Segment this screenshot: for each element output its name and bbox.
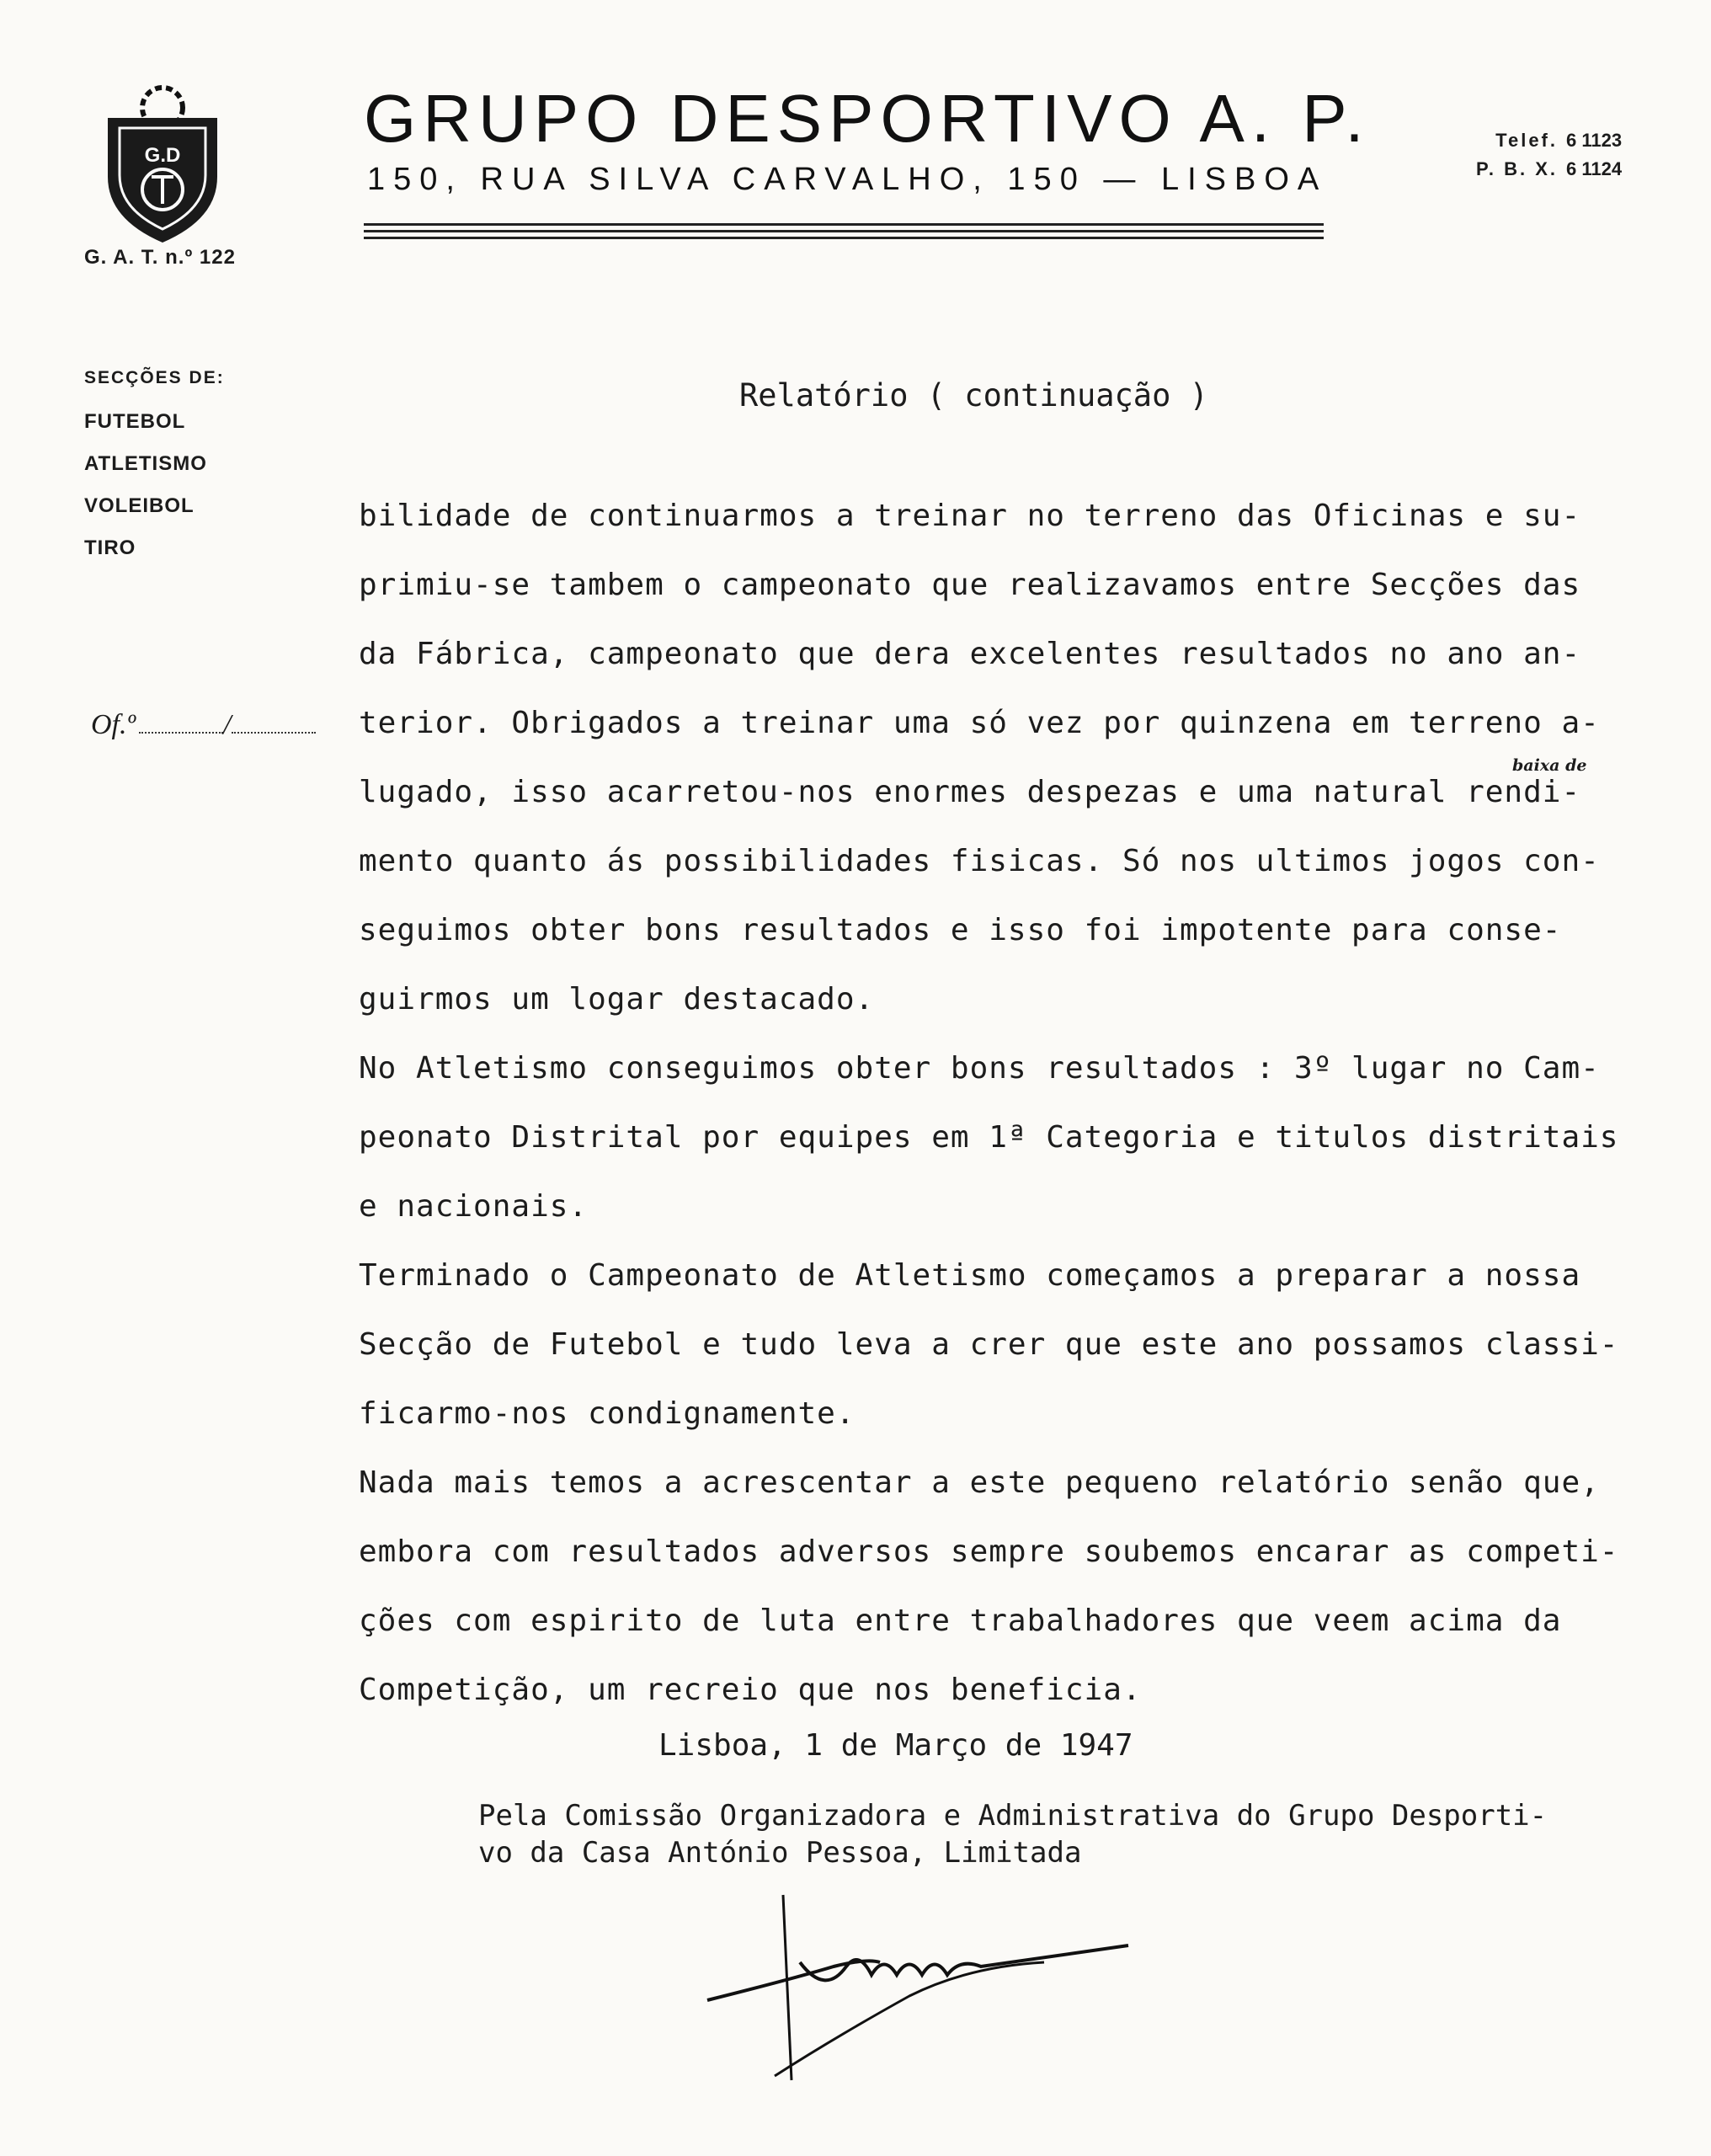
- body-line: guirmos um logar destacado.: [359, 982, 875, 1017]
- body-line: seguimos obter bons resultados e isso foi impotente para conse-: [359, 913, 1562, 947]
- body-line: peonato Distrital por equipes em 1ª Categoria e titulos distritais: [359, 1120, 1619, 1155]
- section-item: FUTEBOL: [84, 410, 186, 433]
- office-reference: [91, 709, 316, 741]
- sections-list: [84, 368, 225, 579]
- telephone-block: [1448, 126, 1622, 184]
- office-reference-label: Of.º: [91, 709, 136, 740]
- body-line: No Atletismo conseguimos obter bons resultados : 3º lugar no Cam-: [359, 1051, 1600, 1086]
- sections-heading: SECÇÕES DE:: [84, 368, 225, 387]
- telephone-row: [1448, 155, 1622, 184]
- section-item: ATLETISMO: [84, 452, 207, 475]
- signatory-line: Pela Comissão Organizadora e Administrativa do Grupo Desporti-: [478, 1799, 1548, 1833]
- body-line: da Fábrica, campeonato que dera excelentes resultados no ano an-: [359, 637, 1581, 671]
- signatory-line: vo da Casa António Pessoa, Limitada: [478, 1836, 1082, 1870]
- body-line: ções com espirito de luta entre trabalhadores que veem acima da: [359, 1604, 1562, 1638]
- handwritten-signature: [690, 1886, 1162, 2089]
- telephone-number: 6 1123: [1566, 130, 1623, 151]
- organization-address: 150, RUA SILVA CARVALHO, 150 — LISBOA: [367, 162, 1328, 197]
- telephone-row: [1448, 126, 1622, 155]
- body-line: Nada mais temos a acrescentar a este pequeno relatório senão que,: [359, 1465, 1600, 1500]
- body-line: Secção de Futebol e tudo leva a crer que este ano possamos classi-: [359, 1327, 1619, 1362]
- body-line: Competição, um recreio que nos beneficia.: [359, 1673, 1142, 1707]
- body-line: terior. Obrigados a treinar uma só vez por quinzena em terreno a-: [359, 706, 1600, 740]
- handwritten-annotation: baixa de: [1512, 756, 1587, 775]
- organization-name: GRUPO DESPORTIVO A. P.: [364, 81, 1371, 156]
- telephone-label: P. B. X.: [1476, 158, 1558, 179]
- body-line: bilidade de continuarmos a treinar no terreno das Oficinas e su-: [359, 499, 1581, 533]
- signatory-block: [478, 1797, 1547, 1871]
- body-line: e nacionais.: [359, 1189, 589, 1224]
- report-title: Relatório ( continuação ): [739, 377, 1208, 414]
- body-line: embora com resultados adversos sempre soubemos encarar as competi-: [359, 1534, 1619, 1569]
- section-item: TIRO: [84, 536, 136, 559]
- gat-number: G. A. T. n.º 122: [84, 246, 236, 269]
- body-line: mento quanto ás possibilidades fisicas. Só nos ultimos jogos con-: [359, 844, 1600, 878]
- telephone-label: Telef.: [1495, 130, 1558, 151]
- body-line: ficarmo-nos condignamente.: [359, 1396, 856, 1431]
- club-crest-icon: [99, 84, 226, 244]
- body-line: primiu-se tambem o campeonato que realizavamos entre Secções das: [359, 568, 1581, 602]
- body-line: Terminado o Campeonato de Atletismo começamos a preparar a nossa: [359, 1258, 1581, 1293]
- date-line: Lisboa, 1 de Março de 1947: [658, 1728, 1133, 1763]
- report-body: [359, 482, 1698, 1725]
- section-item: VOLEIBOL: [84, 494, 195, 517]
- telephone-number: 6 1124: [1566, 158, 1623, 179]
- office-reference-separator: /: [223, 709, 232, 740]
- header-rule: [364, 223, 1324, 243]
- body-line: lugado, isso acarretou-nos enormes despezas e uma natural rendi-: [359, 775, 1581, 809]
- crest-letters: G.D: [144, 144, 181, 167]
